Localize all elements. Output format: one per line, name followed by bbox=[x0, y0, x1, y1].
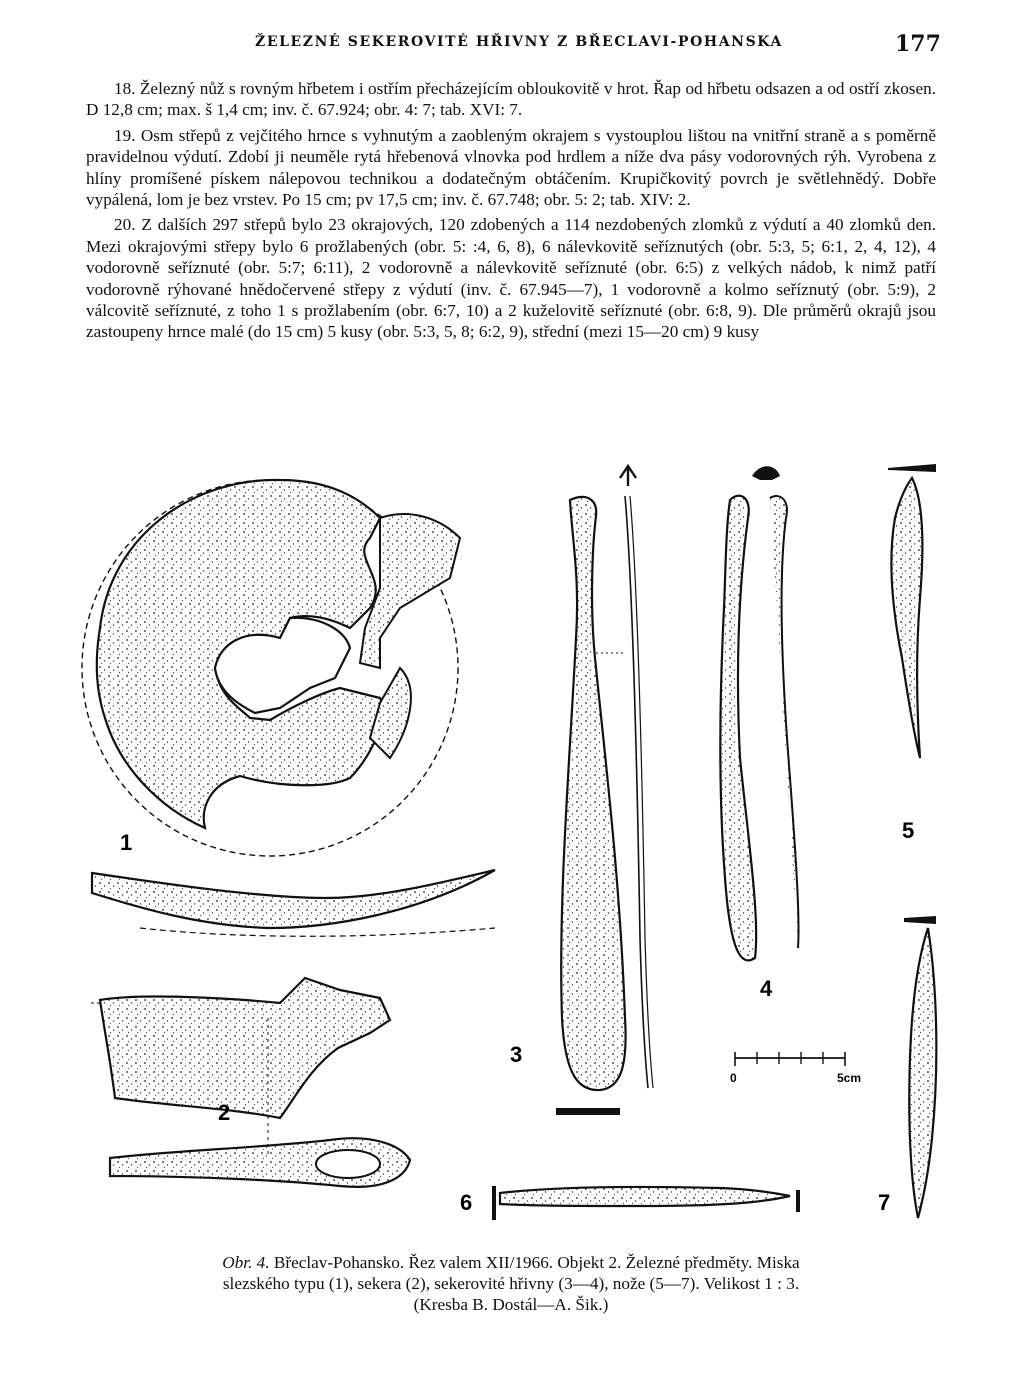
scale-end-label: 5cm bbox=[837, 1071, 862, 1085]
figure-label-1: 1 bbox=[120, 830, 133, 855]
caption-line-1-text: Břeclav-Pohansko. Řez valem XII/1966. Objekt 2. Železné předměty. Miska bbox=[269, 1253, 800, 1272]
body-text bbox=[86, 78, 936, 343]
figure-caption bbox=[86, 1252, 936, 1315]
figure-label-3: 3 bbox=[510, 1042, 523, 1067]
knife-7-drawing bbox=[904, 916, 936, 1218]
axe-drawing bbox=[90, 978, 410, 1187]
figure-label-6: 6 bbox=[460, 1190, 473, 1215]
knife-6-drawing bbox=[492, 1186, 800, 1220]
caption-figure-number: Obr. 4. bbox=[222, 1253, 270, 1272]
paragraph-item-19: 19. Osm střepů z vejčitého hrnce s vyhnutým a zaobleným okrajem s vystouplou lištou na vnitřní straně a s poměrně pravidelnou výdutí. Zdobí ji neuměle rytá hřebenová vlnovka pod hrdlem a níže dva pásy vodorovných rýh. Vyrobena z hlíny promíšené pískem nálepovou technikou a dodatečným obtáčením. Krupičkovitý povrch je světlehnědý. Dobře vypálená, lom je bez vrstev. Po 15 cm; pv 17,5 cm; inv. č. 67.748; obr. 5: 2; tab. XIV: 2. bbox=[86, 125, 936, 210]
running-title: ŽELEZNÉ SEKEROVITÉ HŘIVNY Z BŘECLAVI-POHANSKA bbox=[255, 34, 783, 50]
caption-line-1 bbox=[86, 1252, 936, 1273]
figure-iron-objects bbox=[80, 458, 950, 1248]
bowl-drawing bbox=[82, 480, 460, 856]
bowl-profile-drawing bbox=[92, 870, 495, 936]
ingot-3-drawing bbox=[556, 466, 653, 1115]
scale-bar bbox=[730, 1052, 861, 1085]
caption-line-2: slezského typu (1), sekera (2), sekerovité hřivny (3—4), nože (5—7). Velikost 1 : 3. bbox=[222, 1274, 800, 1293]
knife-5-drawing bbox=[888, 464, 936, 758]
paragraph-item-18: 18. Železný nůž s rovným hřbetem i ostřím přecházejícím obloukovitě v hrot. Řap od hřbetu odsazen a od ostří zkosen. D 12,8 cm; max. š 1,4 cm; inv. č. 67.924; obr. 4: 7; tab. XVI: 7. bbox=[86, 79, 936, 120]
caption-line-3: (Kresba B. Dostál—A. Šik.) bbox=[413, 1295, 609, 1314]
page-number: 177 bbox=[895, 31, 941, 57]
running-header bbox=[0, 31, 1024, 58]
figure-label-4: 4 bbox=[760, 976, 773, 1001]
paragraph-item-20: 20. Z dalších 297 střepů bylo 23 okrajových, 120 zdobených a 114 nezdobených zlomků z výdutí a 40 zlomků den. Mezi okrajovými střepy bylo 6 prožlabených (obr. 5: :4, 6, 8), 6 nálevkovitě seříznutých (obr. 5:3, 5; 6:1, 2, 4, 12), 4 vodorovně seříznuté (obr. 5:7; 6:11), 2 vodorovně a nálevkovitě seříznuté (obr. 6:5) z velkých nádob, k nimž patří vodorovně rýhované hnědočervené střepy z výdutí (inv. č. 67.945—7), 1 vodorovně a kolmo seříznutý (obr. 5:9), 2 válcovitě seříznuté, z toho 1 s prožlabením (obr. 6:7, 10) a 2 kuželovitě seříznuté (obr. 6:8, 9). Dle průměrů okrajů jsou zastoupeny hrnce malé (do 15 cm) 5 kusy (obr. 5:3, 5, 8; 6:2, 9), střední (mezi 15—20 cm) 9 kusy bbox=[86, 215, 936, 342]
scale-start-label: 0 bbox=[730, 1071, 737, 1085]
figure-label-2: 2 bbox=[218, 1100, 231, 1125]
figure-label-5: 5 bbox=[902, 818, 915, 843]
figure-label-7: 7 bbox=[878, 1190, 891, 1215]
ingot-4-drawing bbox=[720, 466, 798, 960]
